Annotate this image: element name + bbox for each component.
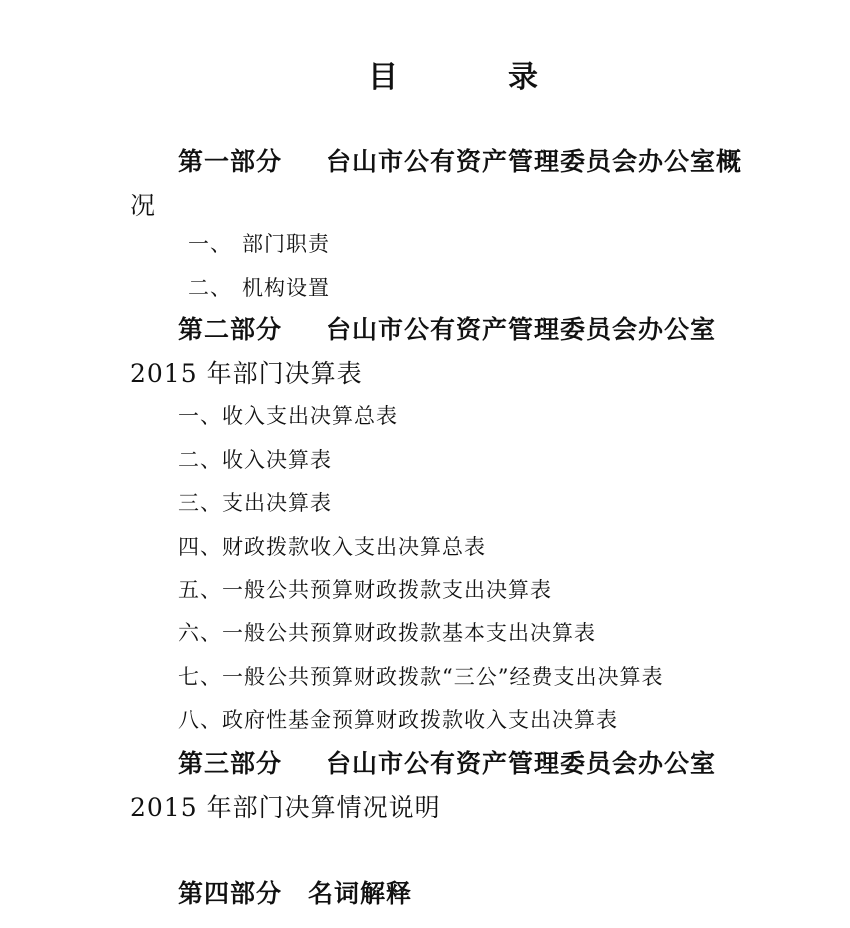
- item-text: 政府性基金预算财政拨款收入支出决算表: [222, 708, 618, 732]
- part-1-title-line2: 况: [130, 191, 157, 220]
- item-marker: 三、: [178, 491, 222, 515]
- part-4-title: 名词解释: [308, 879, 413, 908]
- item-marker: 六、: [178, 621, 222, 645]
- item-marker: 一、: [178, 404, 222, 428]
- part-2-item-1: [178, 401, 398, 431]
- item-text: 财政拨款收入支出决算总表: [222, 535, 486, 559]
- item-marker: 二、: [188, 276, 232, 300]
- item-marker: 七、: [178, 665, 222, 689]
- part-2-item-6: [178, 618, 596, 648]
- item-text: 收入决算表: [222, 448, 332, 472]
- part-1-item-2: [188, 273, 330, 303]
- item-marker: 四、: [178, 535, 222, 559]
- part-3-heading: [130, 742, 760, 830]
- part-4-number: 第四部分: [178, 879, 283, 908]
- toc-title-char-1: 目: [368, 60, 398, 95]
- part-4-heading: [130, 872, 760, 916]
- toc-title-char-2: 录: [508, 60, 538, 95]
- toc-title: [0, 52, 850, 95]
- item-marker: 二、: [178, 448, 222, 472]
- item-marker: 八、: [178, 708, 222, 732]
- part-2-item-3: [178, 488, 332, 518]
- item-text: 一般公共预算财政拨款“三公”经费支出决算表: [222, 665, 664, 689]
- item-text: 一般公共预算财政拨款基本支出决算表: [222, 621, 596, 645]
- part-3-number: 第三部分: [178, 749, 283, 778]
- part-2-title-line1: 台山市公有资产管理委员会办公室: [326, 315, 717, 344]
- part-2-item-7: [178, 662, 663, 692]
- part-2-item-2: [178, 445, 332, 475]
- item-text: 支出决算表: [222, 491, 332, 515]
- item-marker: 五、: [178, 578, 222, 602]
- item-text: 部门职责: [242, 232, 330, 256]
- part-2-title-line2: 2015 年部门决算表: [130, 359, 363, 388]
- part-2-number: 第二部分: [178, 315, 283, 344]
- part-2-heading: [130, 308, 760, 396]
- part-2-item-4: [178, 532, 486, 562]
- part-1-item-1: [188, 229, 330, 259]
- item-marker: 一、: [188, 232, 232, 256]
- item-text: 机构设置: [242, 276, 330, 300]
- part-3-title-line1: 台山市公有资产管理委员会办公室: [326, 749, 717, 778]
- part-3-title-line2: 2015 年部门决算情况说明: [130, 793, 441, 822]
- part-2-item-5: [178, 575, 552, 605]
- item-text: 一般公共预算财政拨款支出决算表: [222, 578, 552, 602]
- part-1-heading: [130, 140, 760, 228]
- part-1-number: 第一部分: [178, 147, 283, 176]
- part-1-title-line1: 台山市公有资产管理委员会办公室概: [326, 147, 743, 176]
- item-text: 收入支出决算总表: [222, 404, 398, 428]
- part-2-item-8: [178, 705, 618, 735]
